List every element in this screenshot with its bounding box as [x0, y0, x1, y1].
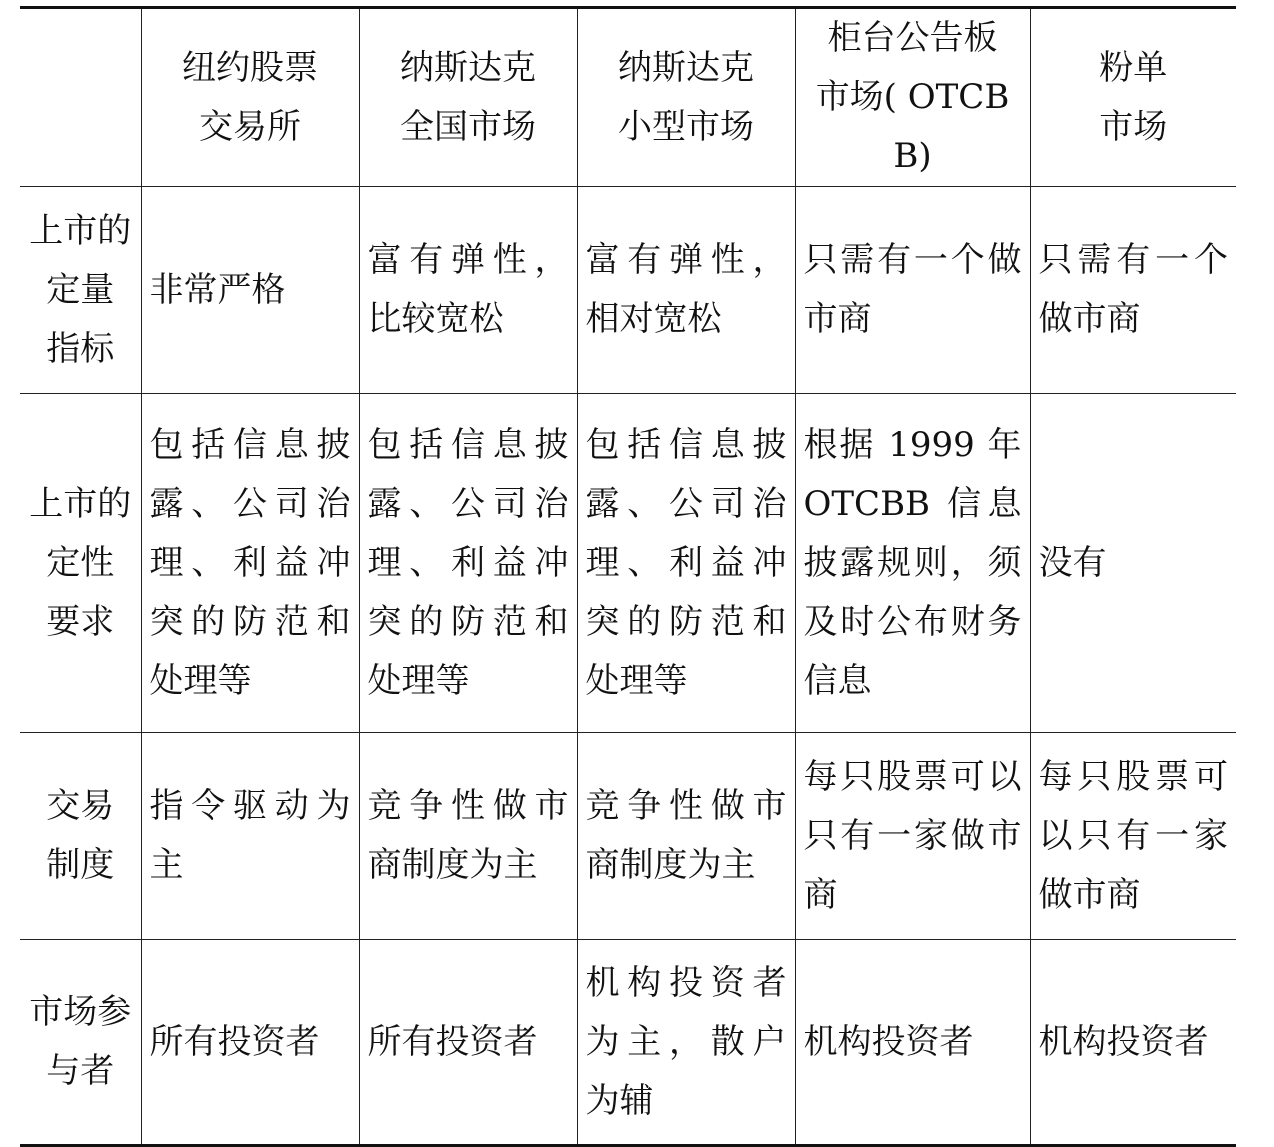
table-cell: 只需有一个做市商	[1030, 187, 1236, 394]
table-cell: 机构投资者	[1030, 940, 1236, 1146]
table-cell: 根据 1999 年 OTCBB 信息披露规则，须及时公布财务信息	[795, 394, 1030, 733]
table-cell: 竞争性做市商制度为主	[359, 733, 577, 940]
table-cell: 富有弹性，比较宽松	[359, 187, 577, 394]
col-header-nyse: 纽约股票 交易所	[141, 8, 359, 187]
table-cell: 每只股票可以只有一家做市商	[795, 733, 1030, 940]
table-cell: 机构投资者为主，散户为辅	[577, 940, 795, 1146]
col-header-nasdaq-national: 纳斯达克 全国市场	[359, 8, 577, 187]
table-cell: 没有	[1030, 394, 1236, 733]
row-header-quantitative: 上市的 定量 指标	[20, 187, 141, 394]
corner-cell	[20, 8, 141, 187]
col-header-otcbb: 柜台公告板 市场( OTCBB)	[795, 8, 1030, 187]
table-row	[20, 940, 1236, 1146]
table-cell: 包括信息披露、公司治理、利益冲突的防范和处理等	[141, 394, 359, 733]
row-header-trading-system: 交易 制度	[20, 733, 141, 940]
table-cell: 竞争性做市商制度为主	[577, 733, 795, 940]
table-cell: 机构投资者	[795, 940, 1030, 1146]
table-cell: 所有投资者	[141, 940, 359, 1146]
table-cell: 包括信息披露、公司治理、利益冲突的防范和处理等	[577, 394, 795, 733]
table-row	[20, 187, 1236, 394]
table-cell: 只需有一个做市商	[795, 187, 1030, 394]
row-header-participants: 市场参 与者	[20, 940, 141, 1146]
table-cell: 包括信息披露、公司治理、利益冲突的防范和处理等	[359, 394, 577, 733]
table-cell: 每只股票可以只有一家做市商	[1030, 733, 1236, 940]
header-row	[20, 8, 1236, 187]
table-row	[20, 394, 1236, 733]
table-cell: 所有投资者	[359, 940, 577, 1146]
col-header-nasdaq-smallcap: 纳斯达克 小型市场	[577, 8, 795, 187]
market-comparison-table	[20, 6, 1236, 1147]
row-header-qualitative: 上市的 定性 要求	[20, 394, 141, 733]
col-header-pink-sheets: 粉单 市场	[1030, 8, 1236, 187]
table-cell: 富有弹性，相对宽松	[577, 187, 795, 394]
table-cell: 非常严格	[141, 187, 359, 394]
table-cell: 指令驱动为主	[141, 733, 359, 940]
table-row	[20, 733, 1236, 940]
